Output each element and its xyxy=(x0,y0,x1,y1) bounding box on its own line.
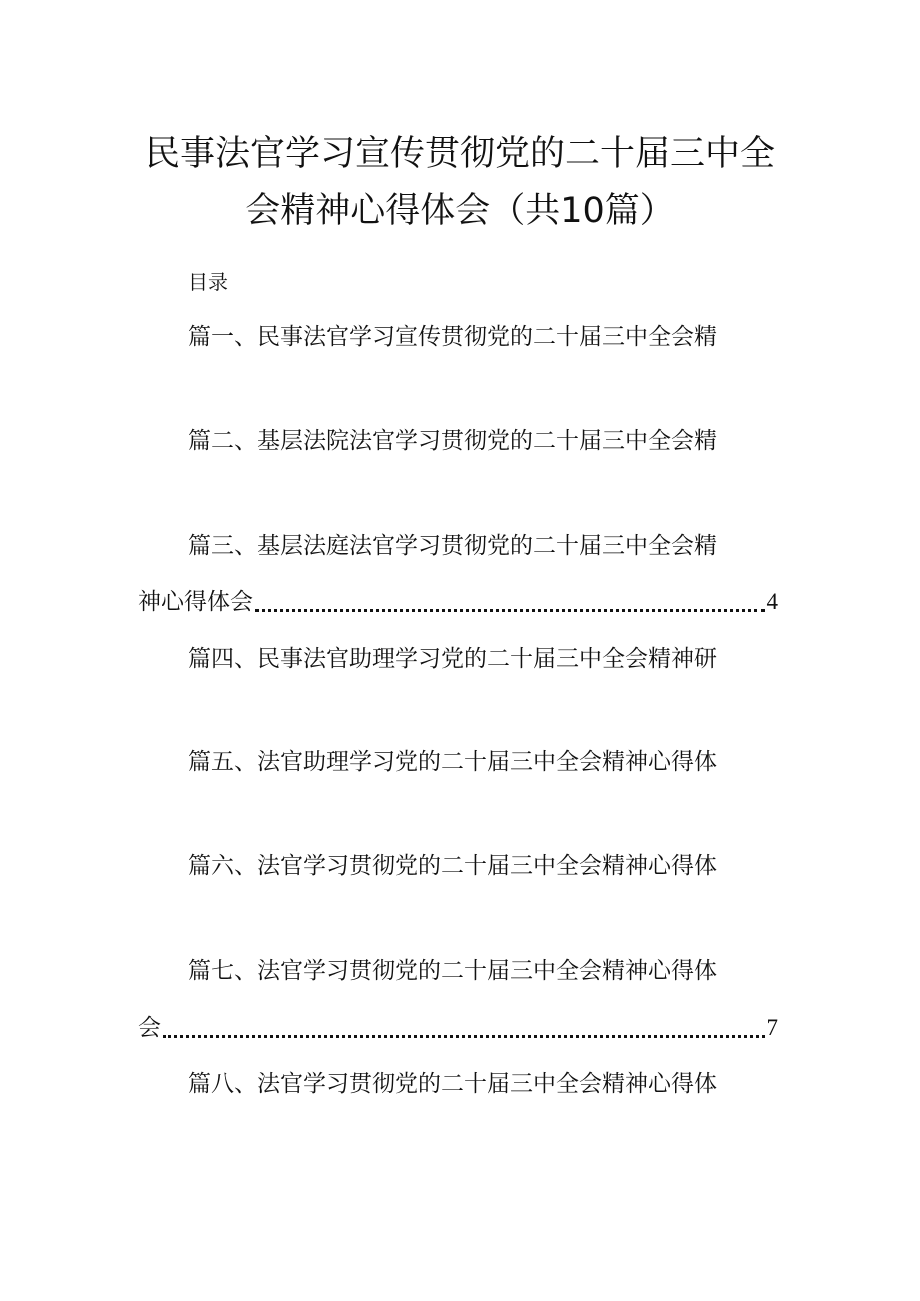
document-title-line-2: 会精神心得体会（共10篇） xyxy=(245,191,675,231)
toc-entry-2[interactable]: 篇二、基层法院法官学习贯彻党的二十届三中全会精 xyxy=(188,428,717,454)
toc-entry-7-continuation[interactable] xyxy=(138,1012,778,1044)
toc-entry-7-page-number: 7 xyxy=(766,1015,778,1040)
toc-heading: 目录 xyxy=(188,270,228,294)
toc-entry-3-continuation[interactable] xyxy=(138,586,778,618)
toc-entry-8[interactable]: 篇八、法官学习贯彻党的二十届三中全会精神心得体 xyxy=(188,1071,717,1097)
document-title-line-1: 民事法官学习宣传贯彻党的二十届三中全 xyxy=(144,134,775,174)
toc-entry-3[interactable]: 篇三、基层法庭法官学习贯彻党的二十届三中全会精 xyxy=(188,533,717,559)
toc-entry-6[interactable]: 篇六、法官学习贯彻党的二十届三中全会精神心得体 xyxy=(188,853,717,879)
toc-entry-1[interactable]: 篇一、民事法官学习宣传贯彻党的二十届三中全会精 xyxy=(188,324,717,350)
toc-entry-7-continuation-text: 会 xyxy=(138,1015,161,1041)
toc-entry-4[interactable]: 篇四、民事法官助理学习党的二十届三中全会精神研 xyxy=(188,646,717,672)
toc-entry-7-dot-leader xyxy=(163,1011,765,1038)
toc-entry-3-page-number: 4 xyxy=(766,589,778,614)
toc-entry-5[interactable]: 篇五、法官助理学习党的二十届三中全会精神心得体 xyxy=(188,749,717,775)
toc-entry-7[interactable]: 篇七、法官学习贯彻党的二十届三中全会精神心得体 xyxy=(188,958,717,984)
toc-entry-3-dot-leader xyxy=(255,585,765,612)
toc-entry-3-continuation-text: 神心得体会 xyxy=(138,589,253,615)
